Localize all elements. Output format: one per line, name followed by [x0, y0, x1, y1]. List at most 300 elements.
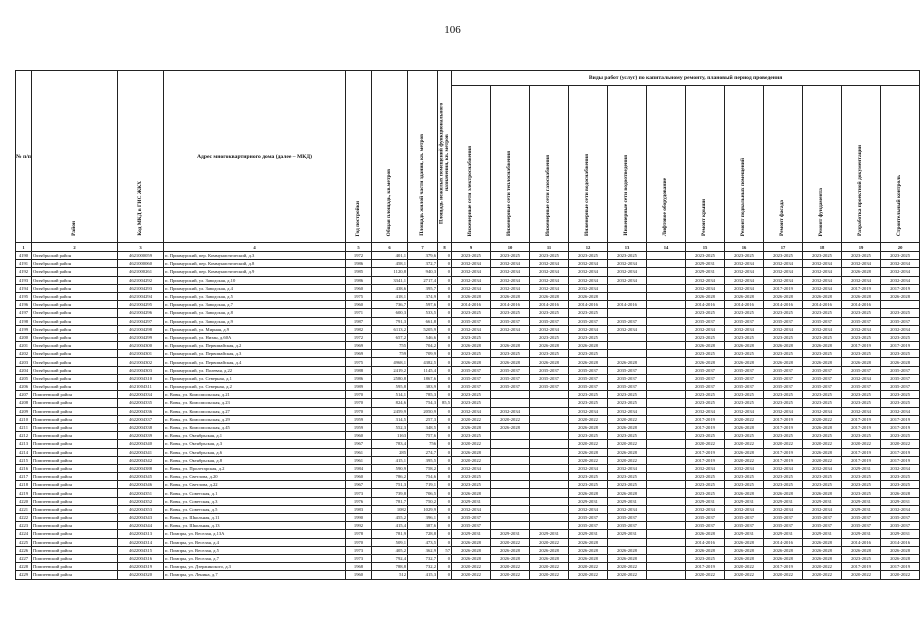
cell-roof-period: 2035-2037 — [686, 514, 725, 522]
cell-heating-period: 2032-2034 — [491, 276, 530, 284]
cell-gas-period — [530, 481, 569, 489]
cell-address: п. Вовы, ул. Советская, д.1 — [164, 489, 346, 497]
cell-gas-period — [530, 489, 569, 497]
cell-row-number: 4218 — [16, 481, 32, 489]
cell-design-docs-period: 2023-2025 — [842, 489, 881, 497]
cell-address: п. Помпры, ул. Веселая, д.5 — [164, 546, 346, 554]
cell-nonresidential-area: 0 — [438, 464, 452, 472]
cell-district: Октябрьский район — [32, 301, 118, 309]
cell-basement-period: 2023-2025 — [725, 473, 764, 481]
cell-total-area: 2419,2 — [372, 366, 408, 374]
cell-elevator-period — [647, 448, 686, 456]
cell-design-docs-period: 2032-2034 — [842, 260, 881, 268]
cell-heating-period — [491, 497, 530, 505]
cell-nonresidential-area: 0 — [438, 415, 452, 423]
cell-electricity-period: 2032-2034 — [452, 276, 491, 284]
cell-heating-period: 2032-2034 — [491, 325, 530, 333]
cell-construction-control-period: 2032-2034 — [881, 276, 920, 284]
cell-foundation-period: 2020-2022 — [803, 563, 842, 571]
table-body — [16, 252, 920, 580]
cell-sewerage-period — [608, 309, 647, 317]
cell-district: Октябрьский район — [32, 366, 118, 374]
cell-gas-period: 2032-2034 — [530, 284, 569, 292]
cell-address: п. Помпры, ул. Ленина, д.7 — [164, 571, 346, 579]
cell-living-area: 4382,5 — [408, 358, 438, 366]
cell-gas-period: 2020-2022 — [530, 563, 569, 571]
cell-design-docs-period: 2032-2034 — [842, 407, 881, 415]
cell-sewerage-period — [608, 284, 647, 292]
cell-basement-period: 2023-2025 — [725, 350, 764, 358]
cell-foundation-period: 2032-2034 — [803, 407, 842, 415]
cell-electricity-period: 2032-2034 — [452, 325, 491, 333]
cell-foundation-period: 2026-2028 — [803, 292, 842, 300]
table-row — [16, 276, 920, 284]
cell-gas-period — [530, 440, 569, 448]
cell-sewerage-period: 2026-2028 — [608, 358, 647, 366]
cell-water-supply-period: 2032-2034 — [569, 284, 608, 292]
cell-elevator-period — [647, 522, 686, 530]
cell-heating-period: 2026-2028 — [491, 292, 530, 300]
cell-gas-period — [530, 423, 569, 431]
cell-total-area: 6113,2 — [372, 325, 408, 333]
cell-living-area: 383,9 — [408, 383, 438, 391]
cell-facade-period: 2026-2028 — [764, 554, 803, 562]
cell-gas-period — [530, 399, 569, 407]
cell-year-built: 1982 — [346, 325, 372, 333]
cell-row-number: 4203 — [16, 358, 32, 366]
cell-roof-period: 2029-2031 — [686, 497, 725, 505]
cell-sewerage-period: 2020-2022 — [608, 563, 647, 571]
table-row — [16, 284, 920, 292]
cell-heating-period — [491, 432, 530, 440]
cell-gis-code: 4622004320 — [118, 571, 164, 579]
cell-facade-period: 2023-2025 — [764, 432, 803, 440]
cell-year-built: 1983 — [346, 505, 372, 513]
cell-foundation-period: 2026-2028 — [803, 448, 842, 456]
table-row — [16, 391, 920, 399]
cell-construction-control-period: 2023-2025 — [881, 432, 920, 440]
cell-gas-period — [530, 522, 569, 530]
cell-district: Октябрьский район — [32, 317, 118, 325]
column-number: 10 — [491, 243, 530, 252]
cell-water-supply-period: 2035-2037 — [569, 522, 608, 530]
cell-water-supply-period: 2023-2025 — [569, 432, 608, 440]
cell-year-built: 1960 — [346, 571, 372, 579]
cell-sewerage-period — [608, 538, 647, 546]
cell-address: п. Вовы, ул. Октябрьская, д.1 — [164, 432, 346, 440]
cell-water-supply-period: 2026-2028 — [569, 489, 608, 497]
cell-foundation-period: 2023-2025 — [803, 473, 842, 481]
cell-elevator-period — [647, 374, 686, 382]
header-col-construction-control: Строительный контроль — [881, 86, 920, 243]
cell-district: Помпеевский район — [32, 538, 118, 546]
cell-year-built: 1985 — [346, 268, 372, 276]
cell-facade-period: 2035-2037 — [764, 383, 803, 391]
cell-row-number: 4215 — [16, 456, 32, 464]
cell-elevator-period — [647, 333, 686, 341]
cell-construction-control-period: 2029-2031 — [881, 530, 920, 538]
cell-construction-control-period: 2017-2019 — [881, 456, 920, 464]
cell-gas-period: 2026-2028 — [530, 358, 569, 366]
cell-electricity-period: 2020-2022 — [452, 563, 491, 571]
cell-nonresidential-area: 0 — [438, 497, 452, 505]
cell-district: Помпеевский район — [32, 554, 118, 562]
cell-electricity-period: 2035-2037 — [452, 522, 491, 530]
table-row — [16, 554, 920, 562]
cell-basement-period: 2035-2037 — [725, 383, 764, 391]
cell-sewerage-period: 2032-2034 — [608, 325, 647, 333]
cell-basement-period: 2032-2034 — [725, 260, 764, 268]
cell-construction-control-period: 2032-2034 — [881, 407, 920, 415]
cell-year-built: 1973 — [346, 489, 372, 497]
cell-elevator-period — [647, 284, 686, 292]
cell-living-area: 597,6 — [408, 301, 438, 309]
cell-water-supply-period: 2035-2037 — [569, 366, 608, 374]
cell-gis-code: 4621004294 — [118, 292, 164, 300]
cell-gis-code: 4621004301 — [118, 350, 164, 358]
cell-heating-period — [491, 440, 530, 448]
cell-sewerage-period: 2029-2031 — [608, 497, 647, 505]
header-col-living-area: Площадь жилой части здания, кв. метров — [408, 71, 438, 243]
cell-design-docs-period: 2032-2034 — [842, 276, 881, 284]
cell-sewerage-period: 2032-2034 — [608, 268, 647, 276]
cell-foundation-period: 2035-2037 — [803, 514, 842, 522]
cell-foundation-period: 2026-2028 — [803, 554, 842, 562]
cell-gas-period: 2035-2037 — [530, 374, 569, 382]
cell-nonresidential-area: 0 — [438, 391, 452, 399]
cell-roof-period: 2023-2025 — [686, 391, 725, 399]
cell-gas-period: 2026-2028 — [530, 342, 569, 350]
cell-nonresidential-area: 85,5 — [438, 399, 452, 407]
cell-row-number: 4217 — [16, 473, 32, 481]
cell-total-area: 736,7 — [372, 301, 408, 309]
cell-total-area: 788,8 — [372, 563, 408, 571]
cell-total-area: 415,1 — [372, 456, 408, 464]
table-row — [16, 473, 920, 481]
cell-gis-code: 4622004346 — [118, 481, 164, 489]
cell-construction-control-period: 2023-2025 — [881, 333, 920, 341]
cell-basement-period: 2035-2037 — [725, 522, 764, 530]
cell-elevator-period — [647, 473, 686, 481]
cell-construction-control-period: 2023-2025 — [881, 252, 920, 260]
cell-address: п. Приамурский, ул. Заводская, д.7 — [164, 301, 346, 309]
cell-electricity-period: 2029-2031 — [452, 530, 491, 538]
cell-total-area: 285 — [372, 448, 408, 456]
cell-sewerage-period: 2032-2034 — [608, 276, 647, 284]
cell-total-area: 824,6 — [372, 399, 408, 407]
cell-water-supply-period: 2026-2028 — [569, 342, 608, 350]
cell-sewerage-period: 2035-2037 — [608, 317, 647, 325]
column-number-row — [16, 243, 920, 252]
cell-year-built: 1986 — [346, 374, 372, 382]
cell-year-built: 1978 — [346, 530, 372, 538]
cell-electricity-period: 2020-2022 — [452, 440, 491, 448]
table-row — [16, 383, 920, 391]
cell-electricity-period: 2035-2037 — [452, 317, 491, 325]
cell-address: п. Вовы, ул. Комсомольская, д.45 — [164, 423, 346, 431]
cell-electricity-period: 2032-2034 — [452, 464, 491, 472]
cell-year-built: 1986 — [346, 276, 372, 284]
table-row — [16, 260, 920, 268]
cell-electricity-period: 2026-2028 — [452, 489, 491, 497]
cell-roof-period: 2023-2025 — [686, 473, 725, 481]
cell-facade-period: 2026-2028 — [764, 342, 803, 350]
cell-electricity-period: 2023-2025 — [452, 391, 491, 399]
header-col-gis-code: Код МКД в ГИС ЖКХ — [118, 71, 164, 243]
cell-basement-period: 2026-2028 — [725, 489, 764, 497]
cell-elevator-period — [647, 383, 686, 391]
cell-nonresidential-area: 0 — [438, 350, 452, 358]
cell-design-docs-period: 2029-2031 — [842, 505, 881, 513]
table-row — [16, 456, 920, 464]
cell-design-docs-period: 2026-2028 — [842, 268, 881, 276]
cell-basement-period: 2020-2022 — [725, 563, 764, 571]
cell-row-number: 4213 — [16, 440, 32, 448]
cell-total-area: 1082 — [372, 505, 408, 513]
cell-basement-period: 2023-2025 — [725, 399, 764, 407]
cell-electricity-period: 2026-2028 — [452, 554, 491, 562]
cell-total-area: 781,7 — [372, 497, 408, 505]
cell-basement-period: 2029-2031 — [725, 530, 764, 538]
cell-sewerage-period: 2023-2025 — [608, 432, 647, 440]
cell-district: Помпеевский район — [32, 497, 118, 505]
cell-row-number: 4225 — [16, 538, 32, 546]
cell-heating-period: 2029-2031 — [491, 530, 530, 538]
cell-foundation-period: 2023-2025 — [803, 309, 842, 317]
cell-heating-period — [491, 473, 530, 481]
table-row — [16, 464, 920, 472]
cell-gas-period: 2023-2025 — [530, 309, 569, 317]
table-row — [16, 350, 920, 358]
cell-row-number: 4210 — [16, 415, 32, 423]
cell-living-area: 374,9 — [408, 292, 438, 300]
cell-gas-period: 2032-2034 — [530, 268, 569, 276]
cell-facade-period: 2023-2025 — [764, 309, 803, 317]
cell-nonresidential-area: 0 — [438, 366, 452, 374]
cell-gas-period: 2023-2025 — [530, 350, 569, 358]
cell-design-docs-period: 2017-2019 — [842, 563, 881, 571]
cell-address: п. Вовы, ул. Октябрьская, д.3 — [164, 440, 346, 448]
cell-gas-period — [530, 448, 569, 456]
table-row — [16, 448, 920, 456]
cell-electricity-period: 2023-2025 — [452, 333, 491, 341]
cell-nonresidential-area: 0 — [438, 252, 452, 260]
cell-construction-control-period: 2023-2025 — [881, 309, 920, 317]
cell-roof-period: 2032-2034 — [686, 464, 725, 472]
cell-year-built: 1959 — [346, 415, 372, 423]
cell-row-number: 4191 — [16, 260, 32, 268]
cell-construction-control-period: 2029-2031 — [881, 497, 920, 505]
cell-nonresidential-area: 0 — [438, 440, 452, 448]
cell-construction-control-period: 2017-2019 — [881, 448, 920, 456]
cell-electricity-period: 2026-2028 — [452, 448, 491, 456]
cell-year-built: 1959 — [346, 423, 372, 431]
cell-nonresidential-area: 0 — [438, 333, 452, 341]
cell-water-supply-period: 2032-2034 — [569, 260, 608, 268]
cell-water-supply-period: 2014-2016 — [569, 301, 608, 309]
cell-elevator-period — [647, 317, 686, 325]
cell-total-area: 3341,1 — [372, 276, 408, 284]
column-number: 8 — [438, 243, 452, 252]
header-col-heating: Инженерные сети теплоснабжения — [491, 86, 530, 243]
cell-roof-period: 2026-2028 — [686, 546, 725, 554]
cell-gas-period: 2020-2022 — [530, 571, 569, 579]
cell-district: Помпеевский район — [32, 489, 118, 497]
cell-address: п. Приамурский, ул. Мирная, д.9 — [164, 325, 346, 333]
cell-elevator-period — [647, 440, 686, 448]
cell-total-area: 401,1 — [372, 252, 408, 260]
cell-nonresidential-area: 0 — [438, 358, 452, 366]
cell-roof-period: 2032-2034 — [686, 284, 725, 292]
cell-address: п. Приамурский, ул. Первомайская, д.4 — [164, 358, 346, 366]
cell-address: п. Вовы, ул. Светлова, д.22 — [164, 481, 346, 489]
cell-living-area: 732,7 — [408, 554, 438, 562]
cell-gis-code: 4622004353 — [118, 505, 164, 513]
cell-elevator-period — [647, 530, 686, 538]
cell-year-built: 1976 — [346, 497, 372, 505]
cell-sewerage-period: 2026-2028 — [608, 554, 647, 562]
cell-sewerage-period: 2035-2037 — [608, 383, 647, 391]
cell-gis-code: 4622004344 — [118, 522, 164, 530]
cell-total-area: 590,9 — [372, 464, 408, 472]
cell-construction-control-period: 2023-2025 — [881, 391, 920, 399]
cell-gis-code: 4621000059 — [118, 252, 164, 260]
header-col-year-built: Год постройки — [346, 71, 372, 243]
cell-construction-control-period: 2017-2019 — [881, 563, 920, 571]
cell-year-built: 1984 — [346, 464, 372, 472]
cell-facade-period: 2017-2019 — [764, 284, 803, 292]
cell-design-docs-period: 2023-2025 — [842, 399, 881, 407]
table-row — [16, 497, 920, 505]
cell-year-built: 1960 — [346, 473, 372, 481]
cell-row-number: 4211 — [16, 423, 32, 431]
cell-elevator-period — [647, 252, 686, 260]
cell-foundation-period: 2032-2034 — [803, 464, 842, 472]
cell-nonresidential-area: 0 — [438, 522, 452, 530]
cell-gas-period: 2035-2037 — [530, 383, 569, 391]
cell-gas-period — [530, 464, 569, 472]
cell-facade-period: 2023-2025 — [764, 350, 803, 358]
cell-district: Октябрьский район — [32, 252, 118, 260]
cell-sewerage-period: 2026-2028 — [608, 423, 647, 431]
cell-foundation-period: 2035-2037 — [803, 366, 842, 374]
cell-row-number: 4228 — [16, 563, 32, 571]
cell-living-area: 395,7 — [408, 284, 438, 292]
cell-total-area: 755 — [372, 342, 408, 350]
cell-elevator-period — [647, 415, 686, 423]
cell-row-number: 4194 — [16, 284, 32, 292]
cell-heating-period: 2014-2016 — [491, 301, 530, 309]
cell-district: Помпеевский район — [32, 522, 118, 530]
cell-district: Помпеевский район — [32, 481, 118, 489]
cell-water-supply-period: 2029-2031 — [569, 497, 608, 505]
header-col-nonresidential-area: Площадь нежилых помещений функционального назначения, кв. метров — [438, 71, 452, 243]
cell-design-docs-period: 2023-2025 — [842, 391, 881, 399]
cell-design-docs-period: 2035-2037 — [842, 317, 881, 325]
cell-design-docs-period: 2029-2031 — [842, 464, 881, 472]
cell-heating-period — [491, 391, 530, 399]
cell-design-docs-period: 2020-2022 — [842, 571, 881, 579]
cell-gas-period: 2032-2034 — [530, 260, 569, 268]
cell-design-docs-period: 2032-2034 — [842, 325, 881, 333]
cell-elevator-period — [647, 342, 686, 350]
cell-foundation-period: 2035-2037 — [803, 383, 842, 391]
cell-design-docs-period: 2035-2037 — [842, 514, 881, 522]
cell-year-built: 1969 — [346, 350, 372, 358]
cell-sewerage-period: 2035-2037 — [608, 366, 647, 374]
cell-roof-period: 2032-2034 — [686, 276, 725, 284]
cell-sewerage-period: 2020-2022 — [608, 456, 647, 464]
cell-elevator-period — [647, 399, 686, 407]
cell-water-supply-period: 2023-2025 — [569, 391, 608, 399]
cell-foundation-period: 2032-2034 — [803, 276, 842, 284]
cell-district: Помпеевский район — [32, 514, 118, 522]
cell-construction-control-period: 2026-2028 — [881, 554, 920, 562]
cell-facade-period: 2017-2019 — [764, 563, 803, 571]
cell-district: Помпеевский район — [32, 432, 118, 440]
cell-nonresidential-area: 0 — [438, 538, 452, 546]
cell-foundation-period: 2023-2025 — [803, 252, 842, 260]
cell-gas-period — [530, 505, 569, 513]
cell-roof-period: 2023-2025 — [686, 333, 725, 341]
cell-basement-period: 2032-2034 — [725, 505, 764, 513]
cell-facade-period: 2026-2028 — [764, 358, 803, 366]
cell-roof-period: 2026-2028 — [686, 358, 725, 366]
cell-living-area: 704,2 — [408, 342, 438, 350]
cell-water-supply-period: 2035-2037 — [569, 514, 608, 522]
cell-living-area: 1029,9 — [408, 505, 438, 513]
cell-construction-control-period — [881, 301, 920, 309]
cell-sewerage-period: 2032-2034 — [608, 407, 647, 415]
cell-total-area: 791,3 — [372, 317, 408, 325]
cell-nonresidential-area: 0 — [438, 489, 452, 497]
cell-foundation-period: 2020-2022 — [803, 440, 842, 448]
cell-gis-code: 4622004314 — [118, 538, 164, 546]
cell-roof-period: 2032-2034 — [686, 325, 725, 333]
table-row — [16, 252, 920, 260]
column-number: 12 — [569, 243, 608, 252]
cell-year-built: 1971 — [346, 309, 372, 317]
cell-gis-code: 4621004293 — [118, 284, 164, 292]
cell-nonresidential-area: 0 — [438, 276, 452, 284]
cell-electricity-period: 2020-2022 — [452, 415, 491, 423]
cell-sewerage-period — [608, 333, 647, 341]
cell-construction-control-period: 2035-2037 — [881, 514, 920, 522]
cell-sewerage-period: 2020-2022 — [608, 571, 647, 579]
cell-basement-period: 2032-2034 — [725, 325, 764, 333]
cell-address: п. Вовы, ул. Пролетарская, д.2 — [164, 464, 346, 472]
cell-foundation-period: 2026-2028 — [803, 423, 842, 431]
cell-water-supply-period: 2026-2028 — [569, 448, 608, 456]
cell-basement-period: 2023-2025 — [725, 481, 764, 489]
cell-electricity-period: 2026-2028 — [452, 292, 491, 300]
cell-gas-period — [530, 415, 569, 423]
cell-elevator-period — [647, 563, 686, 571]
cell-nonresidential-area: 0 — [438, 325, 452, 333]
cell-basement-period: 2023-2025 — [725, 252, 764, 260]
cell-address: п. Вовы, ул. Комсомольская, д.21 — [164, 391, 346, 399]
cell-district: Помпеевский район — [32, 546, 118, 554]
cell-heating-period — [491, 514, 530, 522]
cell-roof-period: 2026-2028 — [686, 530, 725, 538]
cell-heating-period — [491, 456, 530, 464]
table-row — [16, 407, 920, 415]
cell-basement-period: 2032-2034 — [725, 268, 764, 276]
cell-total-area: 455,2 — [372, 514, 408, 522]
cell-address: п. Приамурский, ул. Заводская, д.4 — [164, 284, 346, 292]
cell-roof-period: 2035-2037 — [686, 374, 725, 382]
cell-facade-period: 2017-2019 — [764, 448, 803, 456]
